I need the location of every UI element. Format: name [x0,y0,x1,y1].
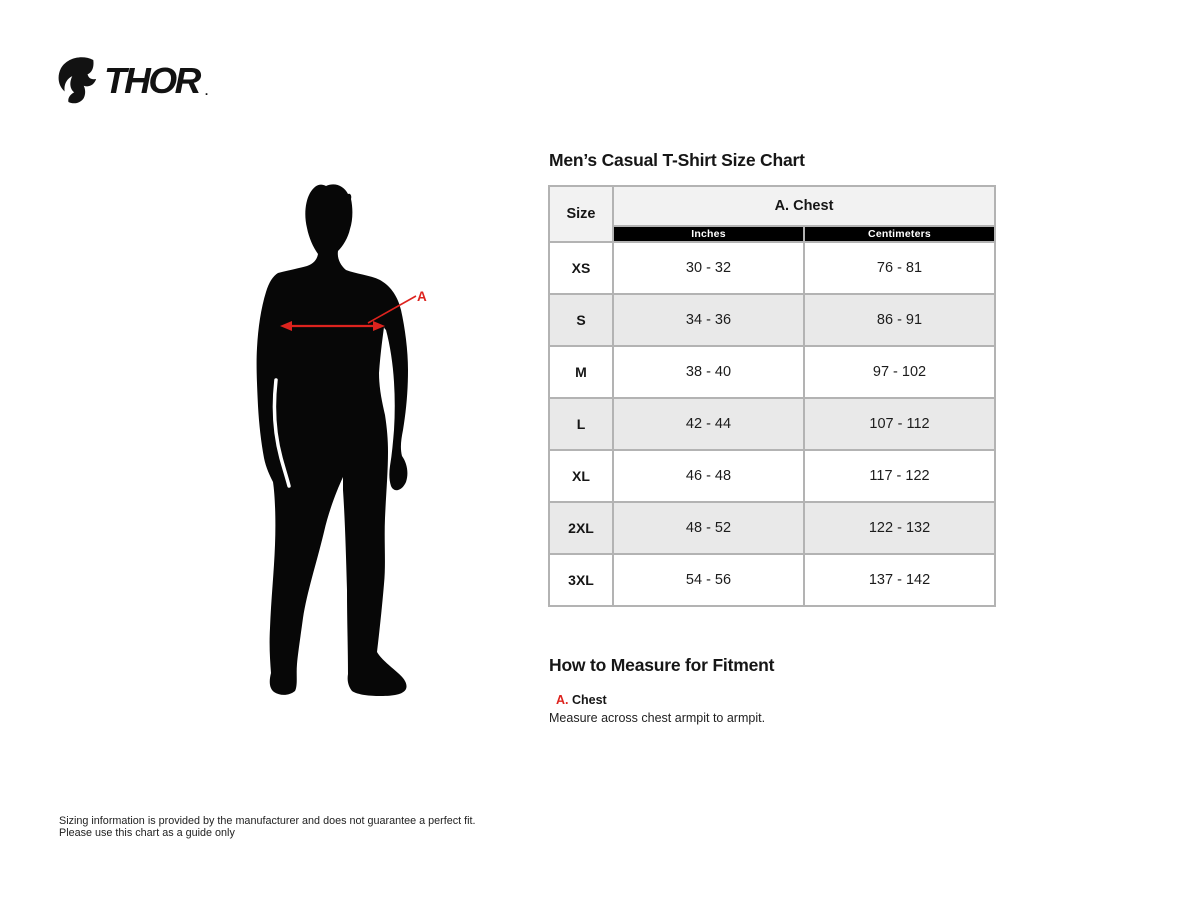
man-silhouette-icon [257,184,408,696]
size-row-xl [549,450,995,502]
size-column-header: Size [549,186,613,242]
thor-wordmark: THOR [104,59,199,101]
size-row-s [549,294,995,346]
chest-measure-label: A [417,289,427,304]
how-to-measure-title: How to Measure for Fitment [549,655,775,675]
size-label: M [549,346,613,398]
centimeters-subheader: Centimeters [804,226,995,242]
measurement-description: Measure across chest armpit to armpit. [549,711,766,725]
centimeters-value: 76 - 81 [804,242,995,294]
size-row-2xl [549,502,995,554]
centimeters-value: 97 - 102 [804,346,995,398]
measurement-item-chest [549,693,774,707]
centimeters-value: 117 - 122 [804,450,995,502]
inches-value: 38 - 40 [613,346,804,398]
size-label: 2XL [549,502,613,554]
disclaimer-line-2: Please use this chart as a guide only [59,826,235,839]
size-row-3xl [549,554,995,606]
inches-value: 30 - 32 [613,242,804,294]
centimeters-value: 86 - 91 [804,294,995,346]
inches-value: 42 - 44 [613,398,804,450]
inches-value: 54 - 56 [613,554,804,606]
inches-value: 48 - 52 [613,502,804,554]
thor-ram-icon [57,56,99,104]
inches-value: 34 - 36 [613,294,804,346]
measurement-name: Chest [571,693,607,707]
size-label: S [549,294,613,346]
how-to-measure-section [549,655,774,725]
size-label: L [549,398,613,450]
disclaimer-line-1: Sizing information is provided by the manufacturer and does not guarantee a perfect fit. [59,815,476,827]
size-label: XS [549,242,613,294]
size-chart-title: Men’s Casual T-Shirt Size Chart [549,150,805,170]
trademark-dot: . [204,84,209,98]
inches-subheader: Inches [613,226,804,242]
measurement-letter: A. [556,693,569,707]
centimeters-value: 137 - 142 [804,554,995,606]
size-chart-table [548,185,996,607]
centimeters-value: 107 - 112 [804,398,995,450]
chest-column-header: A. Chest [613,186,995,226]
disclaimer [59,816,476,840]
size-label: 3XL [549,554,613,606]
measurement-figure [240,180,460,720]
inches-value: 46 - 48 [613,450,804,502]
size-label: XL [549,450,613,502]
size-row-m [549,346,995,398]
brand-logo [57,56,208,104]
size-row-l [549,398,995,450]
centimeters-value: 122 - 132 [804,502,995,554]
size-row-xs [549,242,995,294]
